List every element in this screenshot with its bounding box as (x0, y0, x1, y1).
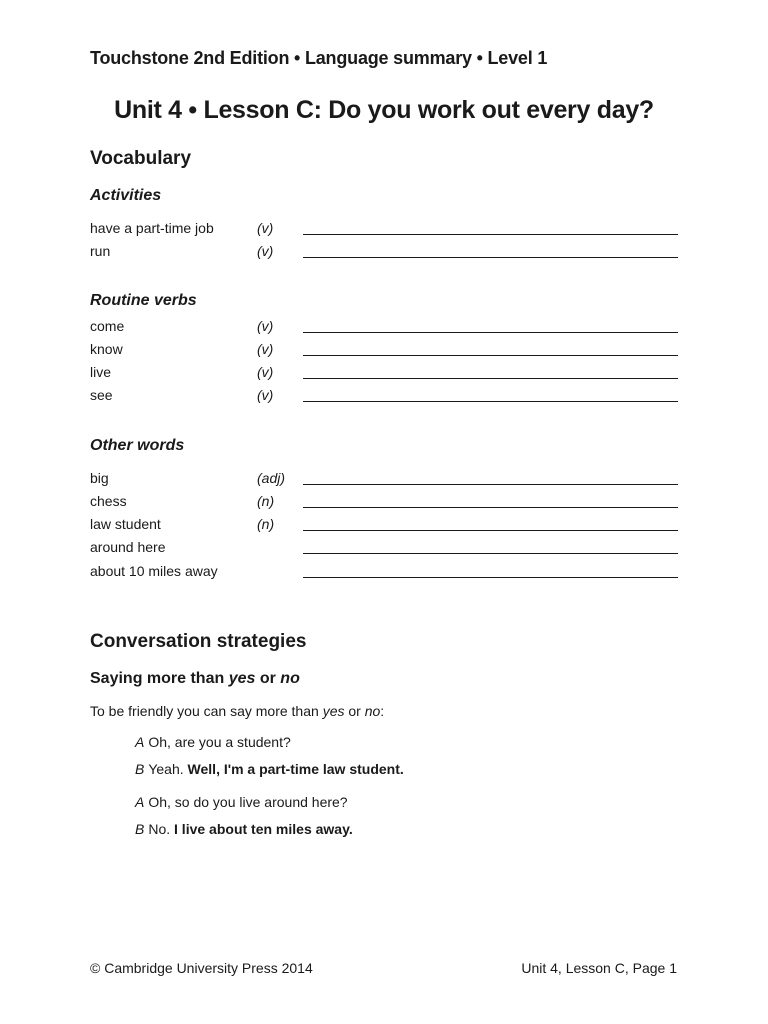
vocab-row (90, 243, 680, 265)
part-of-speech: (v) (257, 364, 274, 380)
conversation-subheading (90, 670, 300, 688)
intro-text: or (344, 703, 365, 719)
vocab-term: come (90, 318, 125, 334)
vocab-term: about 10 miles away (90, 563, 218, 579)
answer-line[interactable] (303, 355, 678, 356)
vocab-row (90, 318, 680, 340)
answer-line[interactable] (303, 401, 678, 402)
dialogue-line (135, 734, 291, 750)
page-title: Unit 4 • Lesson C: Do you work out every day? (114, 96, 654, 124)
intro-text: To be friendly you can say more than (90, 703, 323, 719)
dialogue-text: No. (148, 821, 175, 837)
activities-label: Activities (90, 187, 162, 204)
vocab-row (90, 539, 680, 561)
speaker-label: B (135, 761, 145, 777)
vocabulary-heading: Vocabulary (90, 148, 192, 169)
dialogue-line (135, 821, 353, 837)
vocab-term: run (90, 243, 111, 259)
dialogue-text: Oh, are you a student? (148, 734, 291, 750)
dialogue-text: Yeah. (148, 761, 188, 777)
subheading-text: or (255, 670, 281, 687)
speaker-label: A (135, 734, 145, 750)
dialogue-bold-text: I live about ten miles away. (174, 821, 353, 837)
vocab-term: big (90, 470, 109, 486)
vocab-row (90, 220, 680, 242)
part-of-speech: (v) (257, 220, 274, 236)
speaker-label: B (135, 821, 145, 837)
vocab-row (90, 387, 680, 409)
footer-page-info: Unit 4, Lesson C, Page 1 (521, 960, 677, 976)
vocab-row (90, 470, 680, 492)
answer-line[interactable] (303, 507, 678, 508)
vocab-row (90, 493, 680, 515)
answer-line[interactable] (303, 484, 678, 485)
answer-line[interactable] (303, 234, 678, 235)
vocab-term: around here (90, 539, 166, 555)
page-header: Touchstone 2nd Edition • Language summary • Level 1 (90, 48, 548, 68)
vocab-term: live (90, 364, 112, 380)
vocab-term: have a part-time job (90, 220, 214, 236)
part-of-speech: (v) (257, 318, 274, 334)
vocab-row (90, 341, 680, 363)
speaker-label: A (135, 794, 145, 810)
part-of-speech: (n) (257, 516, 275, 532)
intro-emphasis: yes (322, 703, 345, 719)
dialogue-bold-text: Well, I'm a part-time law student. (187, 761, 404, 777)
vocab-term: know (90, 341, 123, 357)
conversation-heading: Conversation strategies (90, 631, 307, 652)
subheading-text: Saying more than (90, 670, 229, 687)
vocab-term: see (90, 387, 113, 403)
part-of-speech: (v) (257, 243, 274, 259)
other-words-label: Other words (90, 437, 185, 454)
answer-line[interactable] (303, 378, 678, 379)
subheading-emphasis: no (280, 670, 300, 687)
conversation-intro (90, 703, 384, 719)
answer-line[interactable] (303, 332, 678, 333)
vocab-row (90, 364, 680, 386)
answer-line[interactable] (303, 553, 678, 554)
part-of-speech: (adj) (257, 470, 286, 486)
dialogue-text: Oh, so do you live around here? (148, 794, 348, 810)
footer-copyright: © Cambridge University Press 2014 (90, 960, 313, 976)
vocab-row (90, 563, 680, 585)
intro-text: : (380, 703, 385, 719)
answer-line[interactable] (303, 257, 678, 258)
answer-line[interactable] (303, 530, 678, 531)
intro-emphasis: no (364, 703, 381, 719)
part-of-speech: (v) (257, 341, 274, 357)
part-of-speech: (n) (257, 493, 275, 509)
answer-line[interactable] (303, 577, 678, 578)
vocab-term: chess (90, 493, 127, 509)
part-of-speech: (v) (257, 387, 274, 403)
routine-verbs-label: Routine verbs (90, 292, 197, 309)
subheading-emphasis: yes (228, 670, 256, 687)
dialogue-line (135, 794, 348, 810)
vocab-term: law student (90, 516, 161, 532)
vocab-row (90, 516, 680, 538)
dialogue-line (135, 761, 404, 777)
